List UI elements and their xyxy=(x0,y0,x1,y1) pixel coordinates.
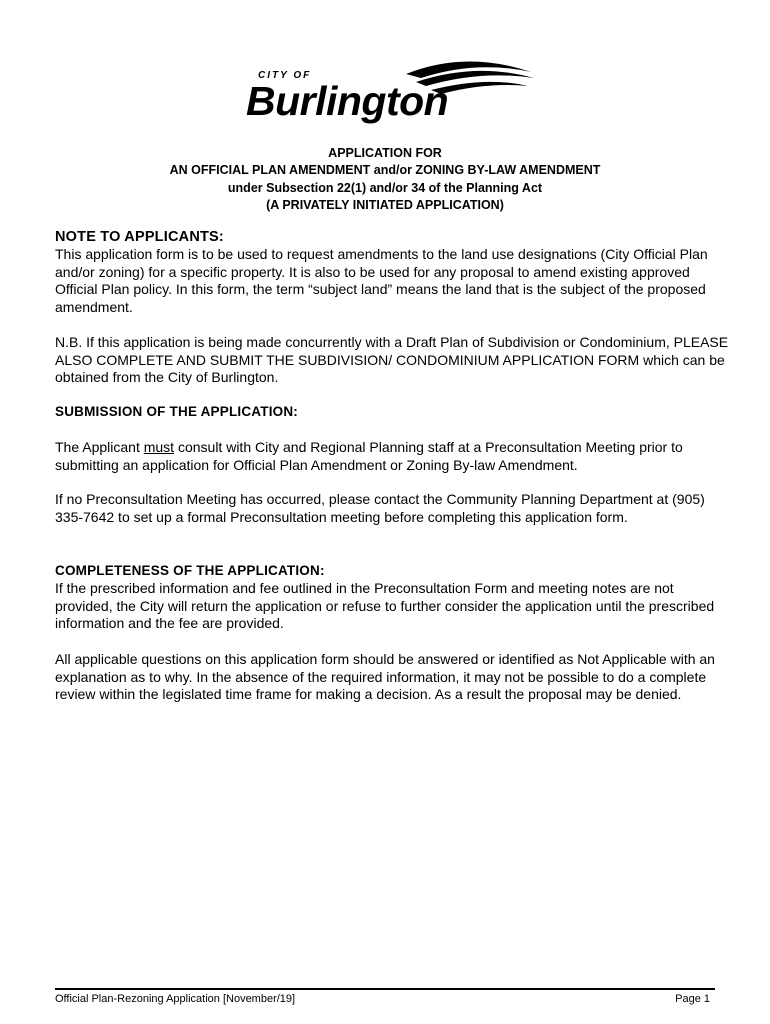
submission-must: must xyxy=(143,439,175,455)
note-paragraph-2: N.B. If this application is being made concurrently with a Draft Plan of Subdivision or Condominium, PLEASE ALSO COMPLETE AND SUBMIT THE SUBDIVISION/ CONDOMINIUM APPLICATION FORM which can be obtained from the City of Burlington. xyxy=(55,334,729,385)
title-line-3: under Subsection 22(1) and/or 34 of the Planning Act xyxy=(227,180,543,195)
footer-divider xyxy=(55,988,715,990)
logo-city-of: CITY OF xyxy=(258,70,312,81)
submission-heading: SUBMISSION OF THE APPLICATION: xyxy=(55,404,299,419)
submission-paragraph-2: If no Preconsultation Meeting has occurred, please contact the Community Planning Department at (905) 335-7642 to set up a formal Preconsultation meeting before completing this application form. xyxy=(55,491,705,525)
title-line-2: AN OFFICIAL PLAN AMENDMENT and/or ZONING BY-LAW AMENDMENT xyxy=(169,163,601,178)
submission-para-1-start: The Applicant xyxy=(55,439,144,455)
document-title xyxy=(0,145,770,214)
note-paragraph-1: This application form is to be used to request amendments to the land use designations (City Official Plan and/or zoning) for a specific property. It is also to be used for any proposal to amend existing approved Official Plan policy. In this form, the term “subject land” means the land that is the subject of the proposed amendment. xyxy=(55,246,708,315)
logo-name: Burlington xyxy=(246,78,449,124)
submission-para-1-end: consult with City and Regional Planning staff at a Preconsultation Meeting prior to submitting an application for Official Plan Amendment or Zoning By-law Amendment. xyxy=(55,439,683,473)
completeness-heading: COMPLETENESS OF THE APPLICATION: xyxy=(55,563,325,578)
completeness-paragraph-1: If the prescribed information and fee outlined in the Preconsultation Form and meeting notes are not provided, the City will return the application or refuse to further consider the application until the prescribed information and the fee are provided. xyxy=(55,580,715,631)
submission-paragraph-1 xyxy=(55,439,735,474)
footer-page-number: Page 1 xyxy=(675,993,710,1005)
completeness-paragraph-2: All applicable questions on this application form should be answered or identified as Not Applicable with an explanation as to why. In the absence of the required information, it may not be possible to do a complete review within the legislated time frame for making a decision. As a result the proposal may be denied. xyxy=(55,651,715,702)
title-line-1: APPLICATION FOR xyxy=(328,146,442,160)
city-logo xyxy=(246,52,536,132)
title-line-4: (A PRIVATELY INITIATED APPLICATION) xyxy=(266,197,504,212)
note-heading: NOTE TO APPLICANTS: xyxy=(55,229,224,245)
footer-document-name: Official Plan-Rezoning Application [November/19] xyxy=(55,993,296,1005)
